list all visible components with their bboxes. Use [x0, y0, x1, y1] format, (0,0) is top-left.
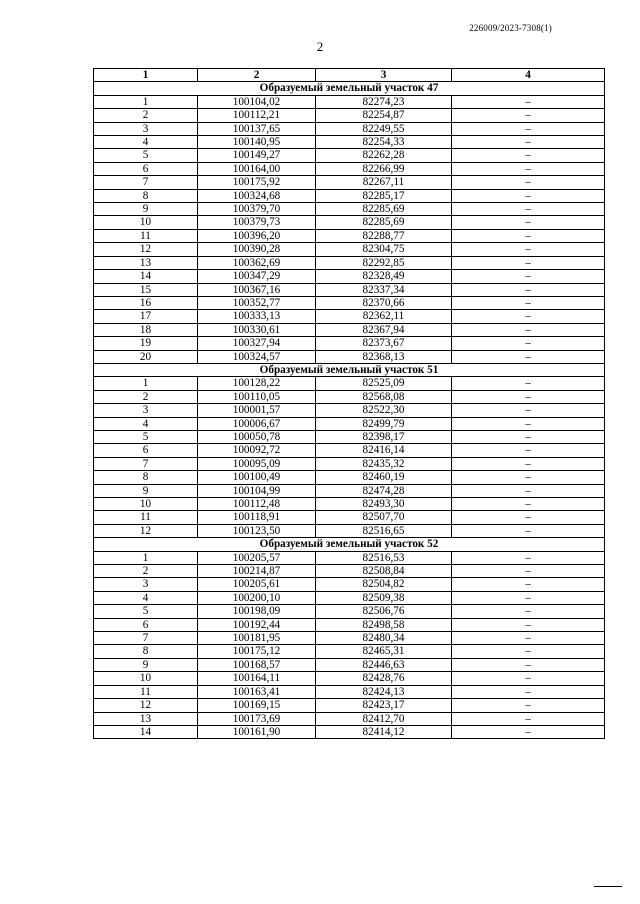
x-coordinate-cell: 100347,29 [198, 270, 316, 283]
y-coordinate-cell: 82424,13 [316, 685, 452, 698]
table-row [94, 162, 605, 175]
note-cell: – [452, 109, 605, 122]
coordinates-table [93, 68, 605, 739]
y-coordinate-cell: 82509,38 [316, 591, 452, 604]
table-row [94, 203, 605, 216]
x-coordinate-cell: 100092,72 [198, 444, 316, 457]
y-coordinate-cell: 82414,12 [316, 725, 452, 738]
point-number-cell: 1 [94, 95, 198, 108]
point-number-cell: 5 [94, 605, 198, 618]
table-row [94, 430, 605, 443]
point-number-cell: 12 [94, 699, 198, 712]
y-coordinate-cell: 82267,11 [316, 176, 452, 189]
table-row [94, 390, 605, 403]
point-number-cell: 14 [94, 270, 198, 283]
note-cell: – [452, 377, 605, 390]
x-coordinate-cell: 100001,57 [198, 404, 316, 417]
table-row [94, 578, 605, 591]
table-row [94, 645, 605, 658]
y-coordinate-cell: 82446,63 [316, 658, 452, 671]
y-coordinate-cell: 82398,17 [316, 430, 452, 443]
y-coordinate-cell: 82368,13 [316, 350, 452, 363]
y-coordinate-cell: 82516,65 [316, 524, 452, 537]
point-number-cell: 16 [94, 296, 198, 309]
point-number-cell: 10 [94, 216, 198, 229]
note-cell: – [452, 136, 605, 149]
table-row [94, 256, 605, 269]
table-row [94, 310, 605, 323]
table-row [94, 189, 605, 202]
point-number-cell: 3 [94, 404, 198, 417]
x-coordinate-cell: 100118,91 [198, 511, 316, 524]
point-number-cell: 7 [94, 457, 198, 470]
table-row [94, 632, 605, 645]
x-coordinate-cell: 100161,90 [198, 725, 316, 738]
note-cell: – [452, 323, 605, 336]
x-coordinate-cell: 100362,69 [198, 256, 316, 269]
section-title-row [94, 363, 605, 376]
x-coordinate-cell: 100123,50 [198, 524, 316, 537]
point-number-cell: 12 [94, 524, 198, 537]
y-coordinate-cell: 82568,08 [316, 390, 452, 403]
y-coordinate-cell: 82367,94 [316, 323, 452, 336]
point-number-cell: 1 [94, 551, 198, 564]
table-row [94, 216, 605, 229]
y-coordinate-cell: 82525,09 [316, 377, 452, 390]
x-coordinate-cell: 100050,78 [198, 430, 316, 443]
point-number-cell: 2 [94, 565, 198, 578]
y-coordinate-cell: 82499,79 [316, 417, 452, 430]
point-number-cell: 8 [94, 189, 198, 202]
table-row [94, 565, 605, 578]
y-coordinate-cell: 82370,66 [316, 296, 452, 309]
y-coordinate-cell: 82304,75 [316, 243, 452, 256]
page-number: 2 [316, 39, 324, 54]
point-number-cell: 10 [94, 498, 198, 511]
note-cell: – [452, 565, 605, 578]
y-coordinate-cell: 82285,69 [316, 216, 452, 229]
column-header: 1 [94, 69, 198, 82]
point-number-cell: 2 [94, 390, 198, 403]
point-number-cell: 18 [94, 323, 198, 336]
y-coordinate-cell: 82493,30 [316, 498, 452, 511]
x-coordinate-cell: 100205,57 [198, 551, 316, 564]
note-cell: – [452, 122, 605, 135]
point-number-cell: 4 [94, 591, 198, 604]
note-cell: – [452, 404, 605, 417]
x-coordinate-cell: 100168,57 [198, 658, 316, 671]
table-row [94, 149, 605, 162]
column-header: 3 [316, 69, 452, 82]
point-number-cell: 9 [94, 203, 198, 216]
y-coordinate-cell: 82428,76 [316, 672, 452, 685]
table-row [94, 712, 605, 725]
table-row [94, 243, 605, 256]
document-id: 226009/2023-7308(1) [469, 23, 552, 33]
table-row [94, 685, 605, 698]
column-header: 2 [198, 69, 316, 82]
x-coordinate-cell: 100173,69 [198, 712, 316, 725]
table-row [94, 591, 605, 604]
table-row [94, 95, 605, 108]
x-coordinate-cell: 100192,44 [198, 618, 316, 631]
x-coordinate-cell: 100390,28 [198, 243, 316, 256]
y-coordinate-cell: 82465,31 [316, 645, 452, 658]
table-row [94, 270, 605, 283]
section-title: Образуемый земельный участок 47 [94, 82, 605, 95]
table-row [94, 511, 605, 524]
x-coordinate-cell: 100330,61 [198, 323, 316, 336]
point-number-cell: 13 [94, 256, 198, 269]
y-coordinate-cell: 82460,19 [316, 471, 452, 484]
point-number-cell: 9 [94, 484, 198, 497]
section-title: Образуемый земельный участок 52 [94, 538, 605, 551]
y-coordinate-cell: 82522,30 [316, 404, 452, 417]
x-coordinate-cell: 100100,49 [198, 471, 316, 484]
note-cell: – [452, 189, 605, 202]
note-cell: – [452, 176, 605, 189]
x-coordinate-cell: 100181,95 [198, 632, 316, 645]
y-coordinate-cell: 82507,70 [316, 511, 452, 524]
table-row [94, 296, 605, 309]
x-coordinate-cell: 100200,10 [198, 591, 316, 604]
note-cell: – [452, 605, 605, 618]
y-coordinate-cell: 82292,85 [316, 256, 452, 269]
note-cell: – [452, 149, 605, 162]
note-cell: – [452, 243, 605, 256]
x-coordinate-cell: 100095,09 [198, 457, 316, 470]
y-coordinate-cell: 82362,11 [316, 310, 452, 323]
table-row [94, 605, 605, 618]
x-coordinate-cell: 100163,41 [198, 685, 316, 698]
point-number-cell: 17 [94, 310, 198, 323]
y-coordinate-cell: 82262,28 [316, 149, 452, 162]
y-coordinate-cell: 82337,34 [316, 283, 452, 296]
table-row [94, 658, 605, 671]
y-coordinate-cell: 82254,87 [316, 109, 452, 122]
x-coordinate-cell: 100006,67 [198, 417, 316, 430]
point-number-cell: 3 [94, 122, 198, 135]
note-cell: – [452, 524, 605, 537]
table-row [94, 176, 605, 189]
point-number-cell: 7 [94, 176, 198, 189]
section-title-row [94, 538, 605, 551]
table-header-row [94, 69, 605, 82]
note-cell: – [452, 229, 605, 242]
x-coordinate-cell: 100367,16 [198, 283, 316, 296]
table-row [94, 136, 605, 149]
note-cell: – [452, 471, 605, 484]
table-row [94, 283, 605, 296]
note-cell: – [452, 337, 605, 350]
y-coordinate-cell: 82504,82 [316, 578, 452, 591]
table-row [94, 471, 605, 484]
y-coordinate-cell: 82285,69 [316, 203, 452, 216]
x-coordinate-cell: 100205,61 [198, 578, 316, 591]
x-coordinate-cell: 100164,11 [198, 672, 316, 685]
x-coordinate-cell: 100396,20 [198, 229, 316, 242]
point-number-cell: 11 [94, 229, 198, 242]
note-cell: – [452, 551, 605, 564]
note-cell: – [452, 283, 605, 296]
x-coordinate-cell: 100110,05 [198, 390, 316, 403]
note-cell: – [452, 658, 605, 671]
note-cell: – [452, 310, 605, 323]
section-title-row [94, 82, 605, 95]
point-number-cell: 19 [94, 337, 198, 350]
x-coordinate-cell: 100149,27 [198, 149, 316, 162]
y-coordinate-cell: 82254,33 [316, 136, 452, 149]
table-row [94, 122, 605, 135]
table-row [94, 618, 605, 631]
y-coordinate-cell: 82412,70 [316, 712, 452, 725]
table-row [94, 484, 605, 497]
note-cell: – [452, 632, 605, 645]
note-cell: – [452, 95, 605, 108]
x-coordinate-cell: 100324,68 [198, 189, 316, 202]
note-cell: – [452, 457, 605, 470]
x-coordinate-cell: 100104,02 [198, 95, 316, 108]
point-number-cell: 9 [94, 658, 198, 671]
x-coordinate-cell: 100379,73 [198, 216, 316, 229]
point-number-cell: 1 [94, 377, 198, 390]
note-cell: – [452, 296, 605, 309]
y-coordinate-cell: 82249,55 [316, 122, 452, 135]
table-row [94, 551, 605, 564]
y-coordinate-cell: 82423,17 [316, 699, 452, 712]
table-row [94, 229, 605, 242]
x-coordinate-cell: 100128,22 [198, 377, 316, 390]
note-cell: – [452, 216, 605, 229]
note-cell: – [452, 591, 605, 604]
table-row [94, 323, 605, 336]
y-coordinate-cell: 82435,32 [316, 457, 452, 470]
note-cell: – [452, 645, 605, 658]
x-coordinate-cell: 100352,77 [198, 296, 316, 309]
x-coordinate-cell: 100137,65 [198, 122, 316, 135]
table-row [94, 699, 605, 712]
y-coordinate-cell: 82285,17 [316, 189, 452, 202]
note-cell: – [452, 417, 605, 430]
column-header: 4 [452, 69, 605, 82]
note-cell: – [452, 350, 605, 363]
table-row [94, 672, 605, 685]
point-number-cell: 8 [94, 471, 198, 484]
point-number-cell: 5 [94, 149, 198, 162]
x-coordinate-cell: 100164,00 [198, 162, 316, 175]
note-cell: – [452, 511, 605, 524]
x-coordinate-cell: 100112,21 [198, 109, 316, 122]
table-row [94, 337, 605, 350]
point-number-cell: 11 [94, 511, 198, 524]
point-number-cell: 7 [94, 632, 198, 645]
x-coordinate-cell: 100140,95 [198, 136, 316, 149]
table-row [94, 444, 605, 457]
note-cell: – [452, 203, 605, 216]
note-cell: – [452, 618, 605, 631]
note-cell: – [452, 390, 605, 403]
table-row [94, 109, 605, 122]
table-row [94, 457, 605, 470]
table-row [94, 498, 605, 511]
point-number-cell: 4 [94, 136, 198, 149]
x-coordinate-cell: 100175,12 [198, 645, 316, 658]
y-coordinate-cell: 82480,34 [316, 632, 452, 645]
x-coordinate-cell: 100324,57 [198, 350, 316, 363]
note-cell: – [452, 256, 605, 269]
table-row [94, 350, 605, 363]
x-coordinate-cell: 100214,87 [198, 565, 316, 578]
table-row [94, 417, 605, 430]
note-cell: – [452, 270, 605, 283]
point-number-cell: 11 [94, 685, 198, 698]
note-cell: – [452, 162, 605, 175]
x-coordinate-cell: 100379,70 [198, 203, 316, 216]
point-number-cell: 5 [94, 430, 198, 443]
table-row [94, 524, 605, 537]
x-coordinate-cell: 100327,94 [198, 337, 316, 350]
y-coordinate-cell: 82328,49 [316, 270, 452, 283]
x-coordinate-cell: 100112,48 [198, 498, 316, 511]
note-cell: – [452, 430, 605, 443]
x-coordinate-cell: 100198,09 [198, 605, 316, 618]
note-cell: – [452, 444, 605, 457]
point-number-cell: 12 [94, 243, 198, 256]
x-coordinate-cell: 100169,15 [198, 699, 316, 712]
y-coordinate-cell: 82498,58 [316, 618, 452, 631]
point-number-cell: 3 [94, 578, 198, 591]
table-row [94, 377, 605, 390]
y-coordinate-cell: 82508,84 [316, 565, 452, 578]
note-cell: – [452, 578, 605, 591]
y-coordinate-cell: 82516,53 [316, 551, 452, 564]
note-cell: – [452, 699, 605, 712]
point-number-cell: 8 [94, 645, 198, 658]
y-coordinate-cell: 82266,99 [316, 162, 452, 175]
table-row [94, 725, 605, 738]
y-coordinate-cell: 82373,67 [316, 337, 452, 350]
note-cell: – [452, 672, 605, 685]
y-coordinate-cell: 82288,77 [316, 229, 452, 242]
table-row [94, 404, 605, 417]
table-body [94, 82, 605, 739]
y-coordinate-cell: 82506,76 [316, 605, 452, 618]
point-number-cell: 13 [94, 712, 198, 725]
point-number-cell: 20 [94, 350, 198, 363]
point-number-cell: 6 [94, 618, 198, 631]
point-number-cell: 4 [94, 417, 198, 430]
y-coordinate-cell: 82474,28 [316, 484, 452, 497]
page-mark [594, 886, 622, 887]
note-cell: – [452, 685, 605, 698]
point-number-cell: 15 [94, 283, 198, 296]
point-number-cell: 2 [94, 109, 198, 122]
point-number-cell: 10 [94, 672, 198, 685]
point-number-cell: 6 [94, 162, 198, 175]
note-cell: – [452, 498, 605, 511]
point-number-cell: 14 [94, 725, 198, 738]
y-coordinate-cell: 82274,23 [316, 95, 452, 108]
x-coordinate-cell: 100104,99 [198, 484, 316, 497]
note-cell: – [452, 484, 605, 497]
x-coordinate-cell: 100175,92 [198, 176, 316, 189]
x-coordinate-cell: 100333,13 [198, 310, 316, 323]
point-number-cell: 6 [94, 444, 198, 457]
section-title: Образуемый земельный участок 51 [94, 363, 605, 376]
y-coordinate-cell: 82416,14 [316, 444, 452, 457]
note-cell: – [452, 712, 605, 725]
note-cell: – [452, 725, 605, 738]
